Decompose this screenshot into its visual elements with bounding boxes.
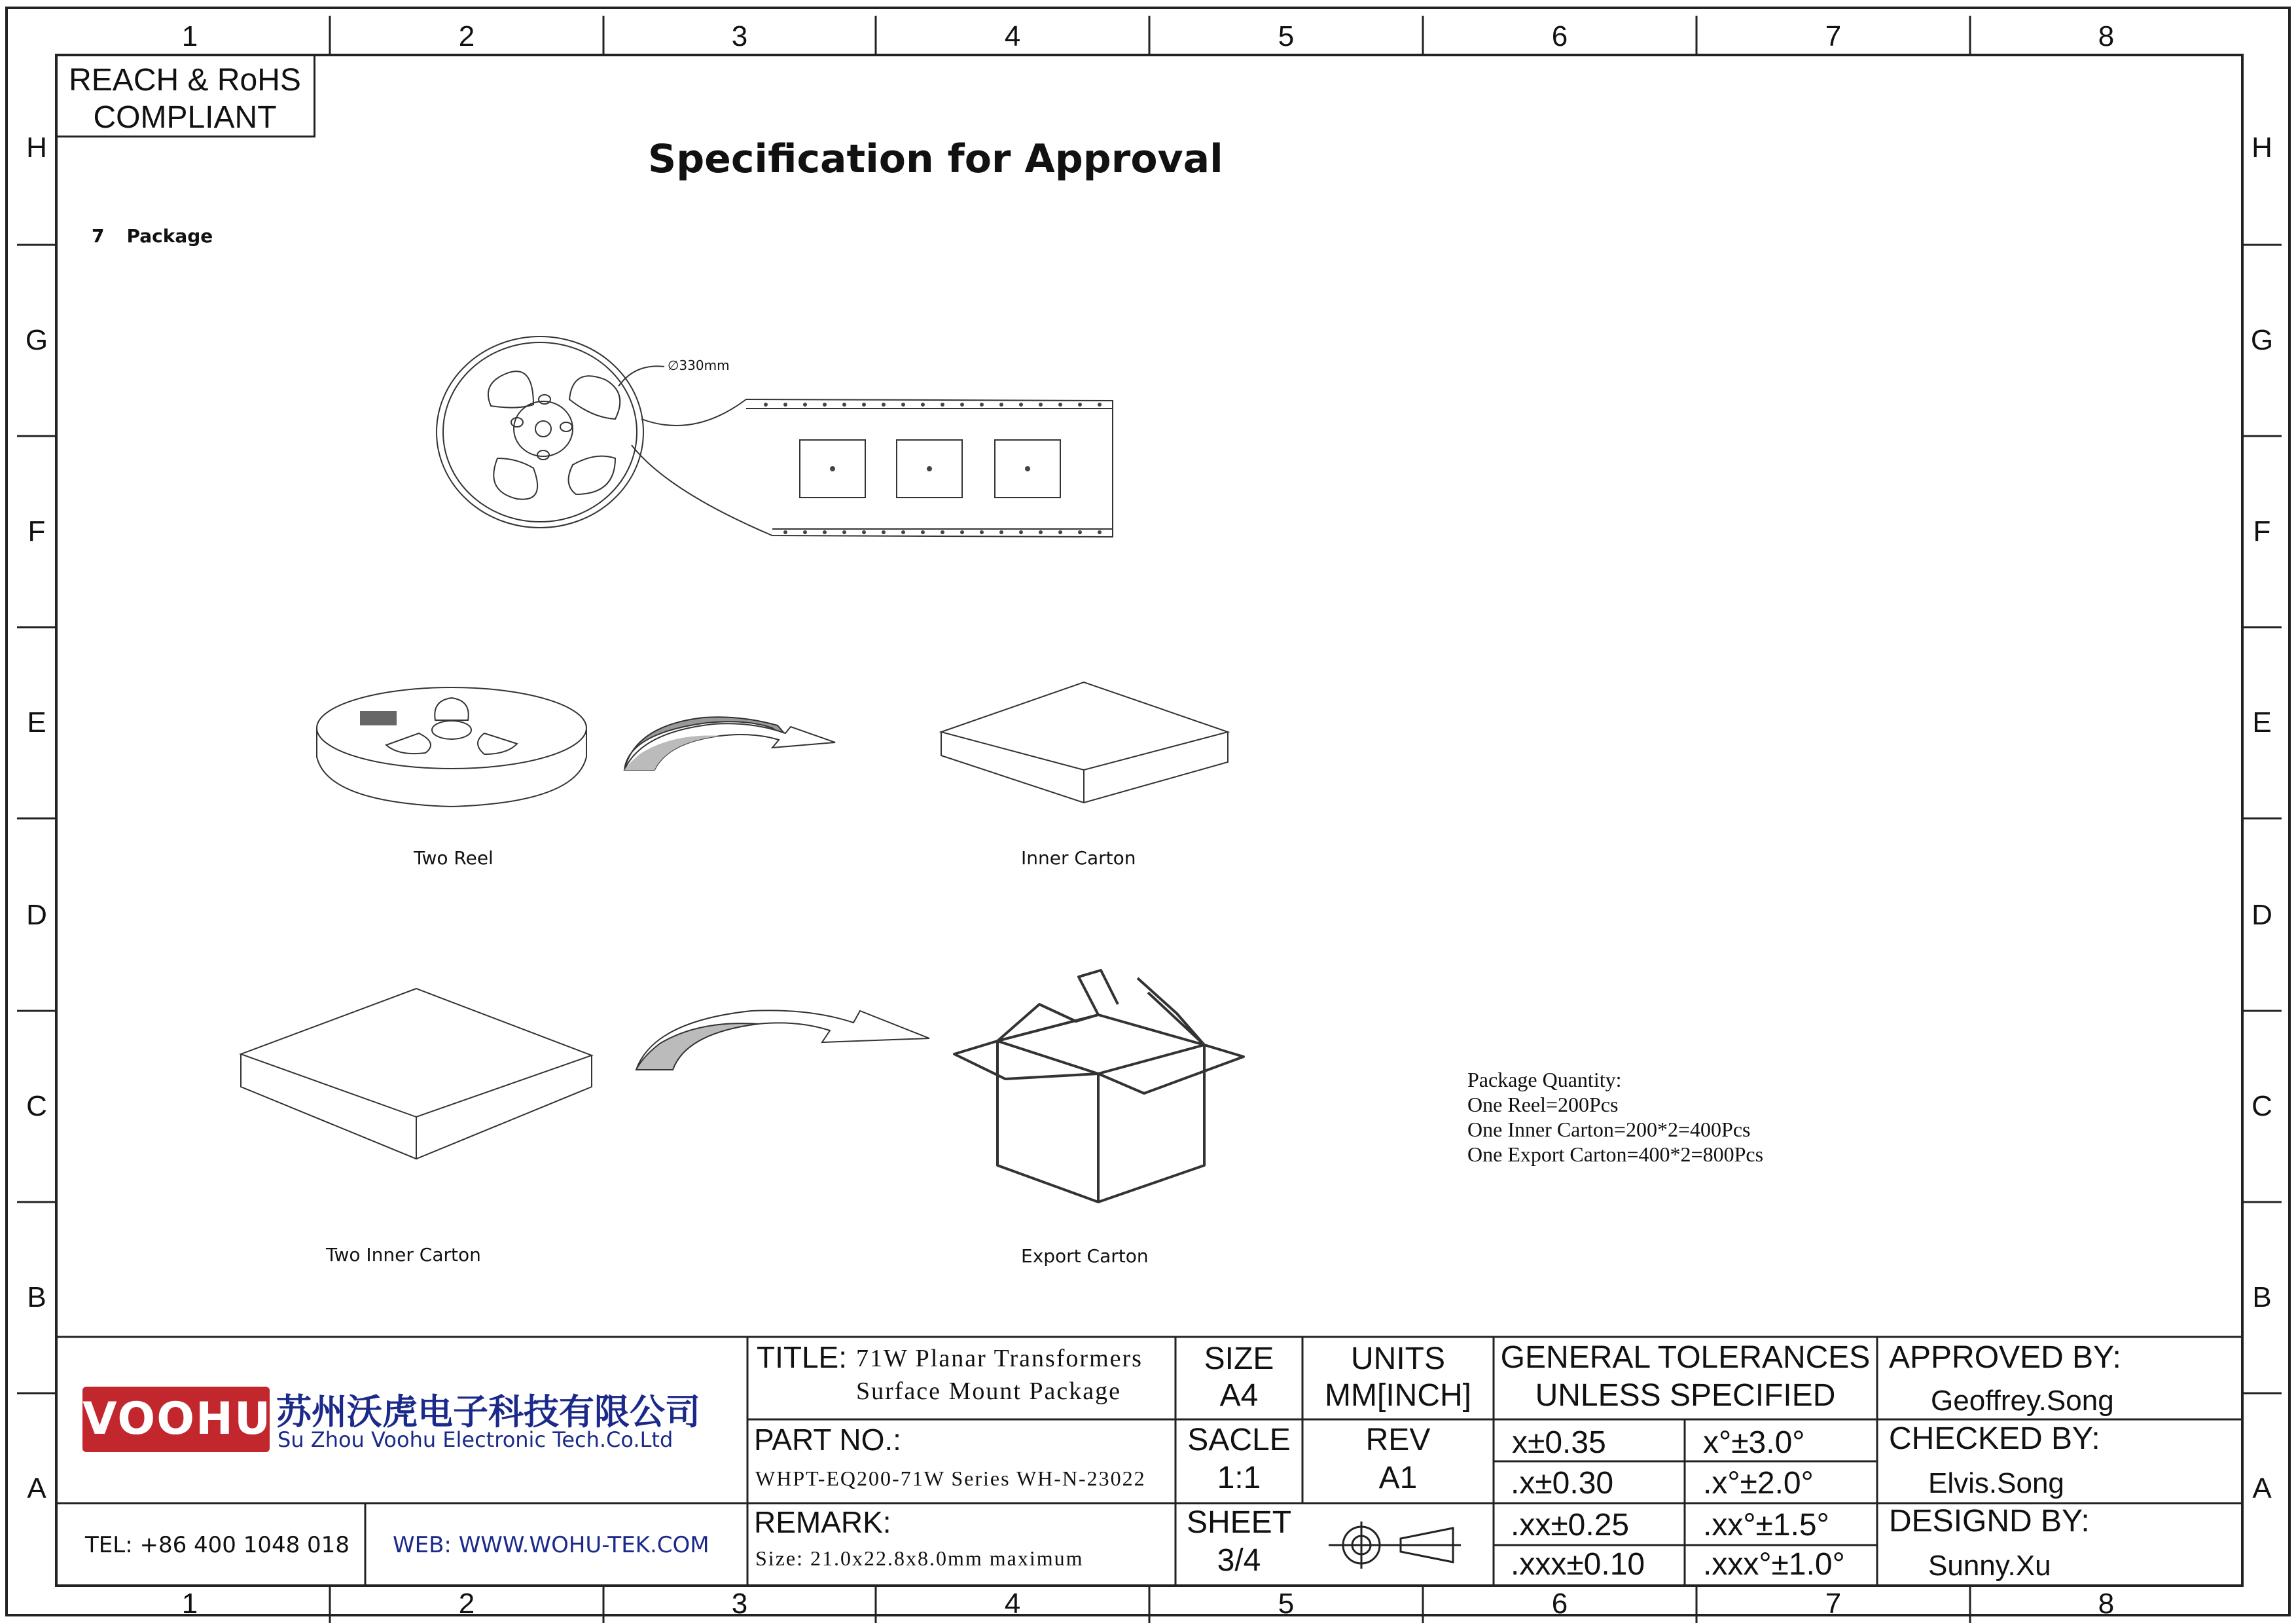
checked-by-label: CHECKED BY: <box>1889 1421 2100 1456</box>
zone-row-left: G <box>25 324 48 356</box>
title-line-1: 71W Planar Transformers <box>856 1345 1143 1372</box>
approved-by-label: APPROVED BY: <box>1889 1340 2121 1375</box>
zone-col-bottom: 1 <box>181 1588 198 1620</box>
checked-by-name: Elvis.Song <box>1928 1467 2064 1499</box>
tolerance-linear: .xxx±0.10 <box>1511 1547 1645 1582</box>
units-value: MM[INCH] <box>1325 1378 1471 1413</box>
zone-col-bottom: 4 <box>1004 1588 1021 1620</box>
designed-by-label: DESIGND BY: <box>1889 1504 2090 1539</box>
zone-col-bottom: 5 <box>1278 1588 1295 1620</box>
size-label: SIZE <box>1204 1341 1274 1376</box>
zone-col-top: 3 <box>731 20 748 52</box>
tolerance-linear: .x±0.30 <box>1511 1466 1614 1501</box>
company-logo-text: VOOHU <box>82 1393 272 1445</box>
package-quantity-line: One Inner Carton=200*2=400Pcs <box>1467 1118 1751 1141</box>
title-label: TITLE: <box>757 1340 848 1374</box>
tolerances-heading-1: GENERAL TOLERANCES <box>1500 1340 1871 1375</box>
units-label: UNITS <box>1351 1341 1445 1376</box>
sheet-value: 3/4 <box>1217 1543 1261 1578</box>
zone-row-left: E <box>27 706 46 739</box>
designed-by-name: Sunny.Xu <box>1928 1550 2051 1582</box>
reel-diameter-label: ∅330mm <box>668 357 730 373</box>
first-angle-projection-icon <box>1322 1519 1466 1571</box>
zone-row-right: B <box>2252 1281 2272 1313</box>
zone-col-top: 7 <box>1825 20 1842 52</box>
tolerance-angular: .xx°±1.5° <box>1703 1508 1829 1542</box>
zone-col-bottom: 2 <box>458 1588 475 1620</box>
company-name-cn: 苏州沃虎电子科技有限公司 <box>276 1391 700 1432</box>
tolerance-linear: x±0.35 <box>1512 1425 1606 1460</box>
part-no-label: PART NO.: <box>754 1423 901 1457</box>
approved-by-name: Geoffrey.Song <box>1931 1385 2114 1417</box>
zone-row-right: C <box>2251 1090 2272 1122</box>
section-label: Package <box>126 225 213 247</box>
rev-label: REV <box>1365 1423 1431 1457</box>
company-logo <box>82 1387 270 1452</box>
zone-row-left: H <box>26 132 47 164</box>
compliance-line-1: REACH & RoHS <box>69 63 301 98</box>
zone-row-right: E <box>2252 706 2272 739</box>
zone-col-top: 1 <box>181 20 198 52</box>
tolerance-angular: x°±3.0° <box>1703 1425 1805 1460</box>
zone-col-bottom: 7 <box>1825 1588 1842 1620</box>
zone-col-top: 6 <box>1551 20 1568 52</box>
remark-label: REMARK: <box>754 1505 891 1539</box>
company-web[interactable]: WEB: WWW.WOHU-TEK.COM <box>393 1532 709 1558</box>
tolerance-angular: .xxx°±1.0° <box>1703 1547 1845 1582</box>
caption-inner-carton: Inner Carton <box>1021 847 1136 869</box>
zone-col-top: 8 <box>2098 20 2115 52</box>
company-tel: TEL: +86 400 1048 018 <box>85 1532 350 1558</box>
zone-row-right: A <box>2252 1472 2272 1504</box>
tolerances-heading-2: UNLESS SPECIFIED <box>1535 1378 1836 1413</box>
company-name-en: Su Zhou Voohu Electronic Tech.Co.Ltd <box>278 1427 673 1452</box>
section-number: 7 <box>92 225 105 247</box>
page-title: Specification for Approval <box>648 136 1223 182</box>
zone-row-right: G <box>2250 324 2274 356</box>
package-quantity-line: One Reel=200Pcs <box>1467 1093 1619 1116</box>
zone-row-left: A <box>27 1472 46 1504</box>
zone-col-top: 4 <box>1004 20 1021 52</box>
zone-col-bottom: 3 <box>731 1588 748 1620</box>
tolerance-linear: .xx±0.25 <box>1511 1508 1630 1542</box>
remark-value: Size: 21.0x22.8x8.0mm maximum <box>755 1546 1084 1570</box>
caption-two-inner-carton: Two Inner Carton <box>326 1244 481 1266</box>
zone-col-bottom: 8 <box>2098 1588 2115 1620</box>
zone-row-right: D <box>2251 899 2272 931</box>
part-no-value: WHPT-EQ200-71W Series WH-N-23022 <box>755 1467 1146 1490</box>
tolerance-angular: .x°±2.0° <box>1703 1466 1814 1501</box>
zone-row-right: F <box>2253 515 2271 547</box>
caption-export-carton: Export Carton <box>1021 1245 1149 1267</box>
rev-value: A1 <box>1378 1461 1418 1495</box>
zone-col-bottom: 6 <box>1551 1588 1568 1620</box>
package-quantity-heading: Package Quantity: <box>1467 1068 1622 1091</box>
title-line-2: Surface Mount Package <box>856 1377 1121 1405</box>
zone-col-top: 2 <box>458 20 475 52</box>
sheet-label: SHEET <box>1186 1505 1292 1540</box>
zone-col-top: 5 <box>1278 20 1295 52</box>
compliance-line-2: COMPLIANT <box>93 100 277 135</box>
scale-label: SACLE <box>1187 1423 1291 1457</box>
size-value: A4 <box>1219 1378 1259 1413</box>
zone-row-right: H <box>2251 132 2272 164</box>
zone-row-left: C <box>26 1090 47 1122</box>
zone-row-left: F <box>27 515 46 547</box>
package-quantity-line: One Export Carton=400*2=800Pcs <box>1467 1142 1764 1166</box>
caption-two-reel: Two Reel <box>414 847 493 869</box>
zone-row-left: B <box>27 1281 46 1313</box>
scale-value: 1:1 <box>1217 1461 1261 1495</box>
zone-row-left: D <box>26 899 47 931</box>
